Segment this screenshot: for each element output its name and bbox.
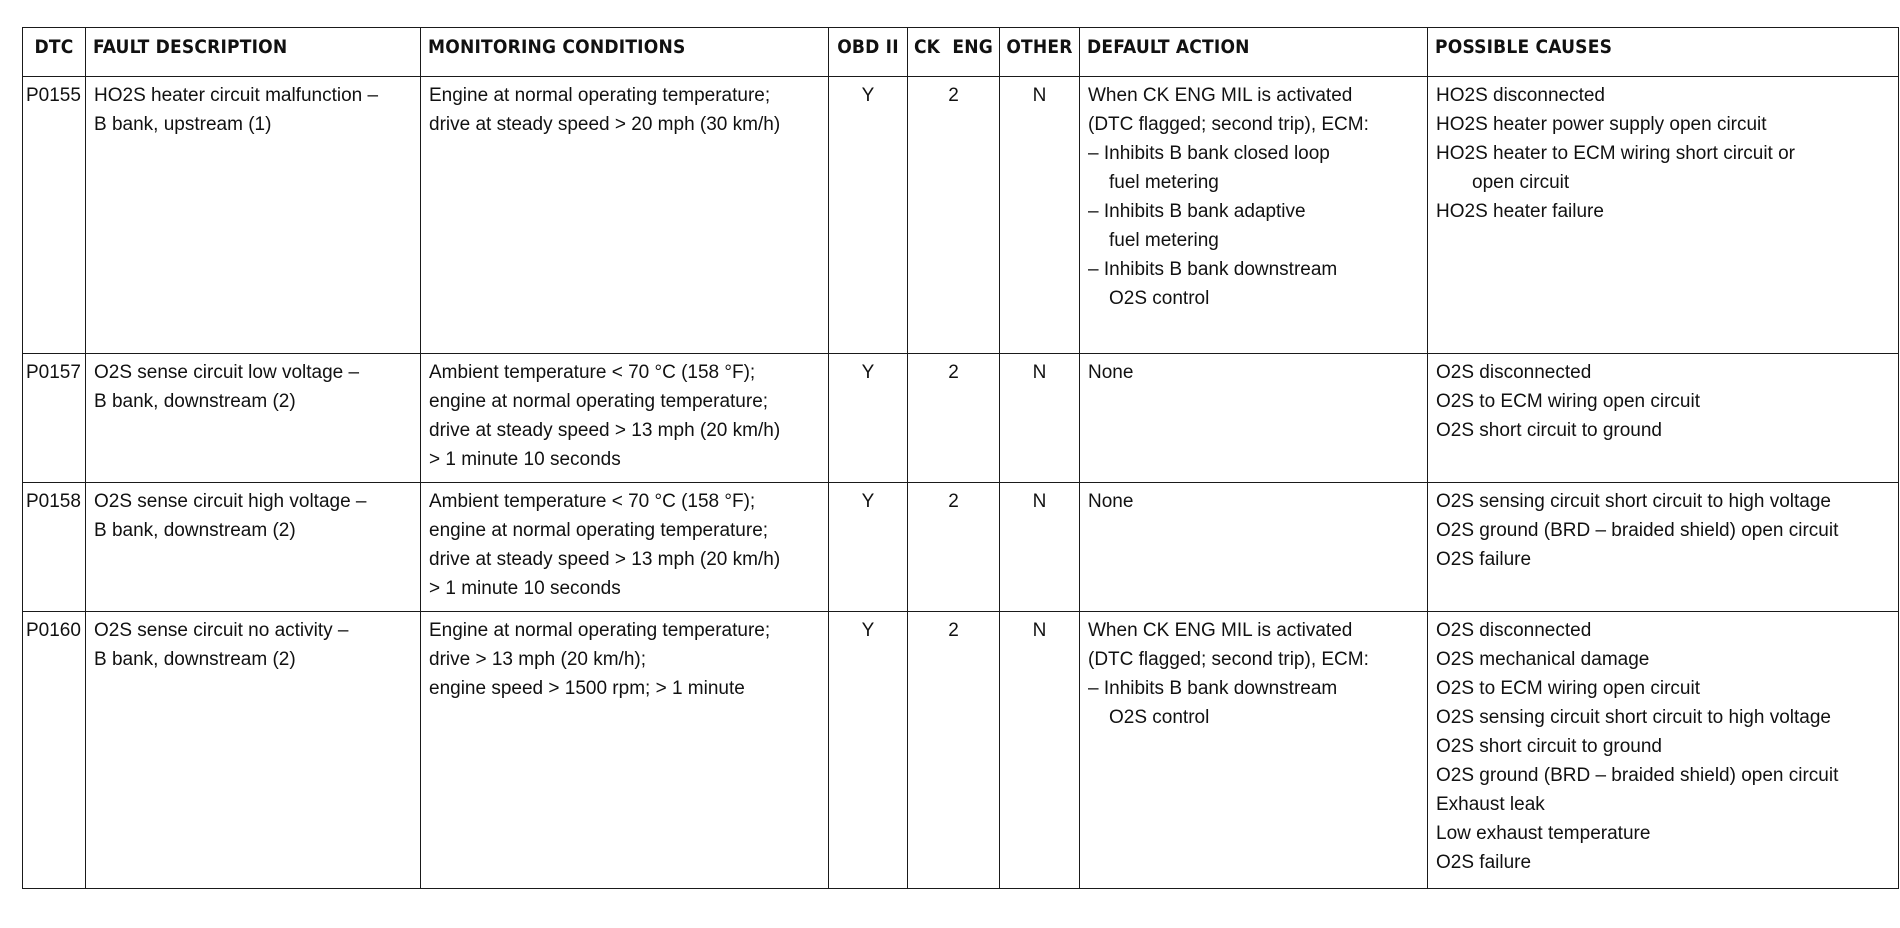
default-action-item-continued: fuel metering [1109,230,1219,251]
ck-eng-cell: 2 [908,77,1000,354]
ck-eng-cell: 2 [908,483,1000,612]
fault-description-line: B bank, downstream (2) [94,520,296,541]
dtc-table [22,27,1899,889]
possible-cause-line: Low exhaust temperature [1436,823,1651,844]
default-action-cell [1080,77,1428,354]
possible-cause-line: Exhaust leak [1436,794,1545,815]
default-action-item-continued: fuel metering [1109,172,1219,193]
fault-description-cell [86,354,421,483]
fault-description-line: HO2S heater circuit malfunction – [94,85,379,106]
default-action-item: – Inhibits B bank adaptive [1088,201,1306,222]
obd-ii-cell: Y [829,612,908,889]
possible-cause-line: O2S sensing circuit short circuit to high voltage [1436,707,1831,728]
header-fault-description: FAULT DESCRIPTION [86,28,421,77]
possible-cause-line: HO2S heater power supply open circuit [1436,114,1767,135]
fault-description-line: B bank, upstream (1) [94,114,272,135]
header-default-action: DEFAULT ACTION [1080,28,1428,77]
possible-causes-cell [1428,612,1899,889]
dtc-code-cell: P0155 [23,77,86,354]
dtc-code-cell: P0158 [23,483,86,612]
possible-cause-line: O2S short circuit to ground [1436,420,1662,441]
possible-cause-line: HO2S disconnected [1436,85,1605,106]
header-obd-ii: OBD II [829,28,908,77]
header-ck-eng: CK ENG [908,28,1000,77]
possible-cause-line: open circuit [1472,172,1570,193]
possible-causes-cell [1428,483,1899,612]
monitoring-conditions-cell [421,612,829,889]
header-monitoring-conditions: MONITORING CONDITIONS [421,28,829,77]
monitoring-conditions-line: engine at normal operating temperature; [429,520,769,541]
monitoring-conditions-cell [421,77,829,354]
fault-description-line: O2S sense circuit high voltage – [94,491,367,512]
possible-cause-line: O2S to ECM wiring open circuit [1436,391,1700,412]
monitoring-conditions-line: engine at normal operating temperature; [429,391,769,412]
monitoring-conditions-line: drive at steady speed > 20 mph (30 km/h) [429,114,781,135]
default-action-line: When CK ENG MIL is activated [1088,620,1353,641]
fault-description-line: B bank, downstream (2) [94,649,296,670]
table-body [23,77,1899,889]
ck-eng-cell: 2 [908,612,1000,889]
possible-cause-line: O2S mechanical damage [1436,649,1650,670]
possible-cause-line: O2S ground (BRD – braided shield) open circuit [1436,765,1839,786]
monitoring-conditions-line: engine speed > 1500 rpm; > 1 minute [429,678,745,699]
dtc-code-cell: P0160 [23,612,86,889]
possible-cause-line: O2S to ECM wiring open circuit [1436,678,1700,699]
fault-description-line: O2S sense circuit low voltage – [94,362,360,383]
default-action-item-continued: O2S control [1109,707,1210,728]
default-action-line: (DTC flagged; second trip), ECM: [1088,649,1369,670]
fault-description-cell [86,612,421,889]
fault-description-cell [86,483,421,612]
table-row [23,77,1899,354]
ck-eng-cell: 2 [908,354,1000,483]
table-row [23,354,1899,483]
table-row [23,483,1899,612]
default-action-item-continued: O2S control [1109,288,1210,309]
default-action-item: – Inhibits B bank downstream [1088,678,1338,699]
possible-cause-line: O2S failure [1436,549,1532,570]
default-action-line: (DTC flagged; second trip), ECM: [1088,114,1369,135]
fault-description-cell [86,77,421,354]
other-cell: N [1000,354,1080,483]
monitoring-conditions-line: Engine at normal operating temperature; [429,620,771,641]
default-action-cell [1080,354,1428,483]
default-action-cell [1080,483,1428,612]
possible-cause-line: O2S short circuit to ground [1436,736,1662,757]
other-cell: N [1000,77,1080,354]
monitoring-conditions-cell [421,354,829,483]
header-dtc: DTC [23,28,86,77]
monitoring-conditions-cell [421,483,829,612]
default-action-item: – Inhibits B bank downstream [1088,259,1338,280]
possible-causes-cell [1428,77,1899,354]
possible-cause-line: HO2S heater to ECM wiring short circuit or [1436,143,1796,164]
default-action-line: When CK ENG MIL is activated [1088,85,1353,106]
fault-description-line: B bank, downstream (2) [94,391,296,412]
dtc-code-cell: P0157 [23,354,86,483]
fault-description-line: O2S sense circuit no activity – [94,620,349,641]
obd-ii-cell: Y [829,354,908,483]
table-row [23,612,1899,889]
header-other: OTHER [1000,28,1080,77]
monitoring-conditions-line: Ambient temperature < 70 °C (158 °F); [429,362,756,383]
monitoring-conditions-line: drive at steady speed > 13 mph (20 km/h) [429,420,781,441]
header-possible-causes: POSSIBLE CAUSES [1428,28,1899,77]
monitoring-conditions-line: drive > 13 mph (20 km/h); [429,649,647,670]
possible-cause-line: O2S sensing circuit short circuit to high voltage [1436,491,1831,512]
default-action-item: – Inhibits B bank closed loop [1088,143,1330,164]
possible-cause-line: HO2S heater failure [1436,201,1604,222]
monitoring-conditions-line: > 1 minute 10 seconds [429,578,621,599]
obd-ii-cell: Y [829,483,908,612]
possible-cause-line: O2S failure [1436,852,1532,873]
obd-ii-cell: Y [829,77,908,354]
default-action-cell [1080,612,1428,889]
default-action-line: None [1088,491,1134,512]
monitoring-conditions-line: drive at steady speed > 13 mph (20 km/h) [429,549,781,570]
possible-causes-cell [1428,354,1899,483]
header-row [23,28,1899,77]
default-action-line: None [1088,362,1134,383]
possible-cause-line: O2S disconnected [1436,620,1592,641]
monitoring-conditions-line: Engine at normal operating temperature; [429,85,771,106]
possible-cause-line: O2S disconnected [1436,362,1592,383]
other-cell: N [1000,612,1080,889]
monitoring-conditions-line: Ambient temperature < 70 °C (158 °F); [429,491,756,512]
monitoring-conditions-line: > 1 minute 10 seconds [429,449,621,470]
other-cell: N [1000,483,1080,612]
possible-cause-line: O2S ground (BRD – braided shield) open circuit [1436,520,1839,541]
